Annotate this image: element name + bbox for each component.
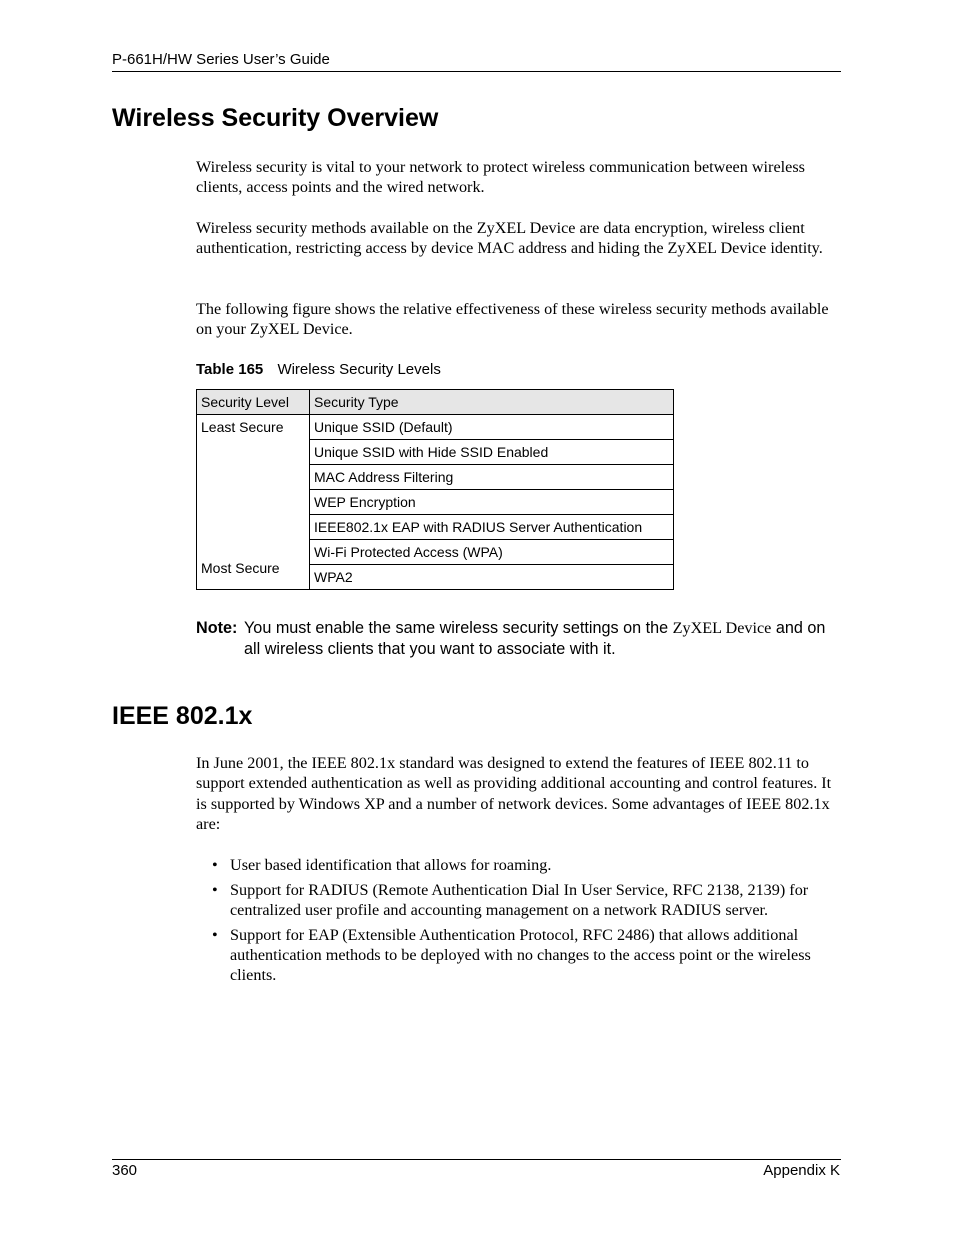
list-item bbox=[196, 880, 842, 921]
running-header-title: P-661H/HW Series User’s Guide bbox=[112, 51, 330, 68]
note-device-name: ZyXEL Device bbox=[672, 619, 772, 637]
list-item bbox=[196, 855, 842, 875]
security-type-cell: IEEE802.1x EAP with RADIUS Server Authentication bbox=[310, 515, 674, 540]
table-header-row bbox=[197, 390, 674, 415]
bullet: • bbox=[212, 925, 218, 944]
section-heading-ieee-8021x: IEEE 802.1x bbox=[112, 702, 253, 730]
column-header-security-type: Security Type bbox=[310, 390, 674, 415]
list-item-text: Support for EAP (Extensible Authentication Protocol, RFC 2486) that allows additional authentication methods to be deployed with no changes to the access point or the wireless clients. bbox=[230, 925, 811, 985]
most-secure-label: Most Secure bbox=[201, 560, 280, 576]
paragraph: In June 2001, the IEEE 802.1x standard was designed to extend the features of IEEE 802.11 to support extended authentication as well as providing additional accounting and control features. It is supported by Windows XP and a number of network devices. Some advantages of IEEE 802.1x are: bbox=[196, 754, 832, 833]
note-text-before: You must enable the same wireless security settings on the bbox=[244, 619, 673, 637]
list-item-text: Support for RADIUS (Remote Authentication Dial In User Service, RFC 2138, 2139) for centralized user profile and accounting management on a network RADIUS server. bbox=[230, 880, 809, 920]
footer-section-name: Appendix K bbox=[763, 1162, 840, 1179]
column-header-security-level: Security Level bbox=[197, 390, 310, 415]
least-secure-label: Least Secure bbox=[201, 419, 284, 435]
bullet: • bbox=[212, 856, 218, 874]
paragraph: The following figure shows the relative effectiveness of these wireless security methods available on your ZyXEL Device. bbox=[196, 300, 829, 339]
header-divider bbox=[112, 71, 841, 72]
note-text bbox=[244, 618, 846, 660]
note-block bbox=[196, 618, 846, 660]
note-text-after: and on all wireless clients that you want to associate with it. bbox=[244, 619, 826, 658]
security-type-cell: WEP Encryption bbox=[310, 490, 674, 515]
table-caption-number: Table 165 bbox=[196, 361, 264, 378]
footer-divider bbox=[112, 1159, 841, 1160]
security-type-cell: WPA2 bbox=[310, 565, 674, 590]
table-caption bbox=[196, 361, 441, 378]
list-item bbox=[196, 925, 842, 986]
note-label: Note: bbox=[196, 619, 238, 637]
security-type-cell: Unique SSID with Hide SSID Enabled bbox=[310, 440, 674, 465]
list-item-text: User based identification that allows for roaming. bbox=[230, 856, 552, 874]
security-levels-table bbox=[196, 389, 674, 590]
security-type-cell: Wi-Fi Protected Access (WPA) bbox=[310, 540, 674, 565]
security-type-cell: Unique SSID (Default) bbox=[310, 415, 674, 440]
security-type-cell: MAC Address Filtering bbox=[310, 465, 674, 490]
section-heading-wireless-security: Wireless Security Overview bbox=[112, 104, 439, 132]
paragraph: Wireless security methods available on the ZyXEL Device are data encryption, wireless client authentication, restricting access by device MAC address and hiding the ZyXEL Device identity. bbox=[196, 219, 823, 258]
advantages-list bbox=[196, 855, 842, 990]
page-number: 360 bbox=[112, 1162, 138, 1179]
paragraph: Wireless security is vital to your network to protect wireless communication between wireless clients, access points and the wired network. bbox=[196, 158, 805, 197]
table-caption-title: Wireless Security Levels bbox=[277, 361, 441, 378]
bullet: • bbox=[212, 880, 218, 899]
security-level-scale bbox=[197, 415, 310, 590]
table-row bbox=[197, 415, 674, 440]
